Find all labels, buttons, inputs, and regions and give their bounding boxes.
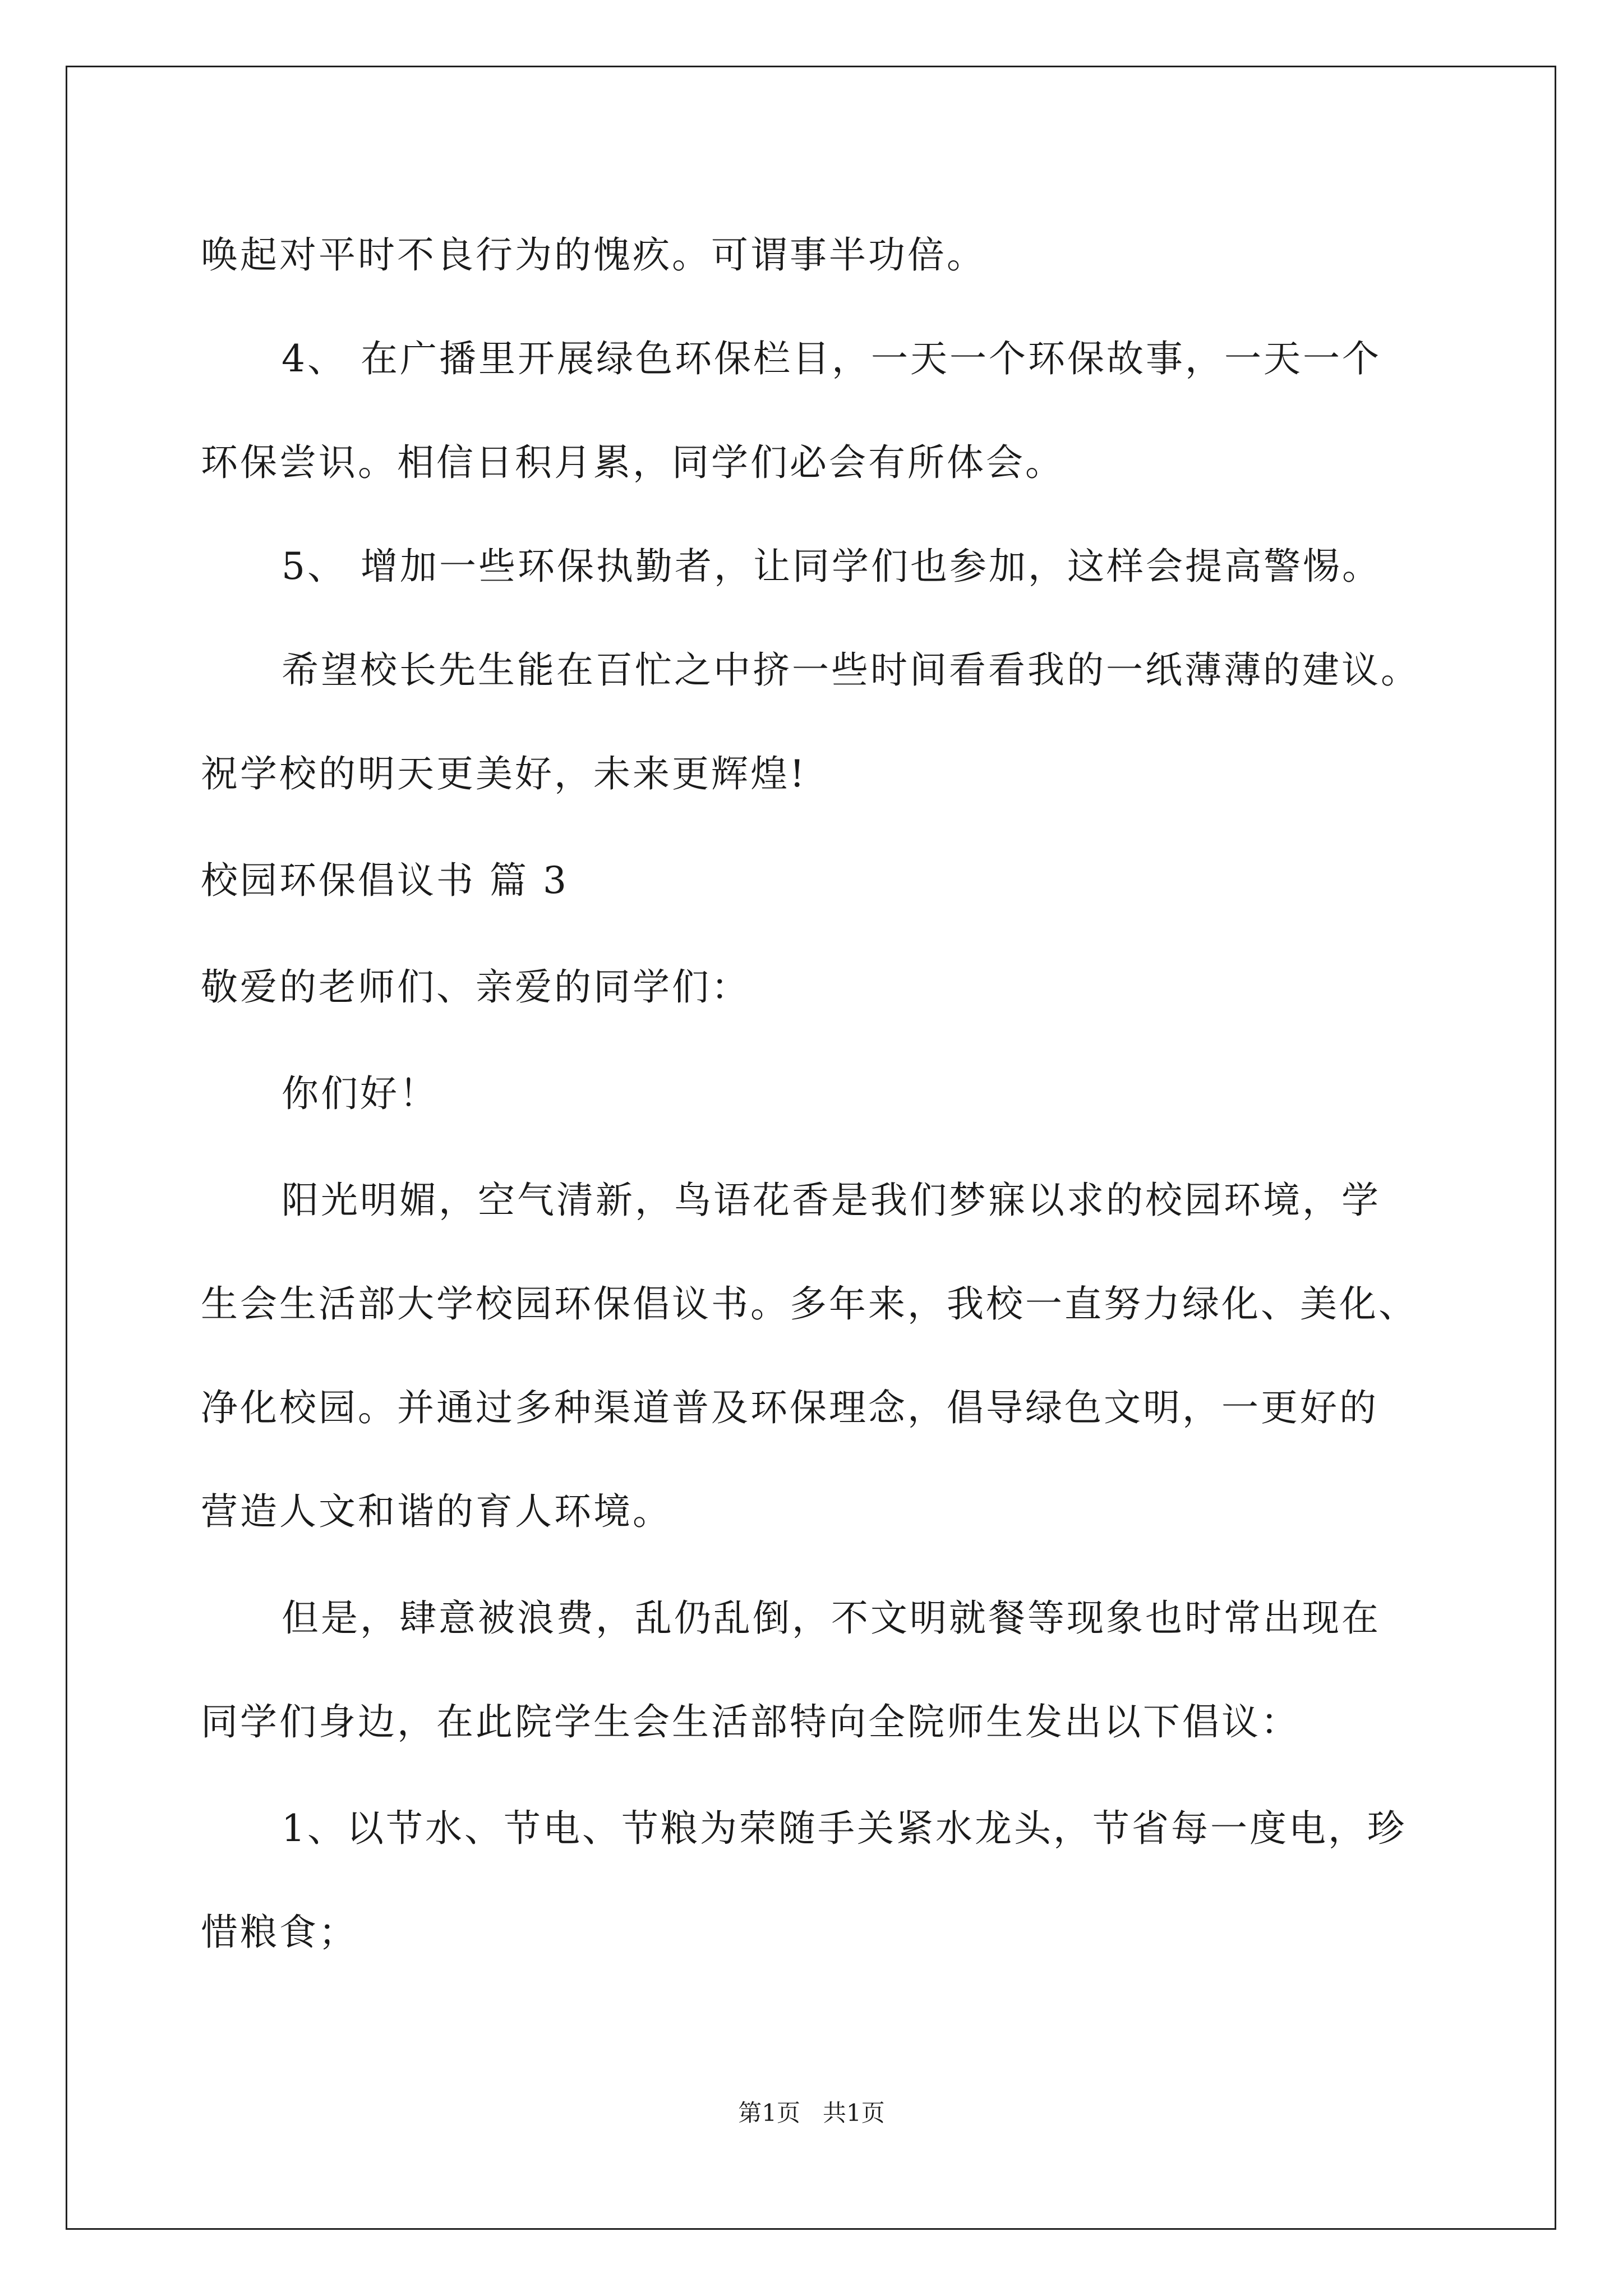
text-line-1: 唤起对平时不良行为的愧疚。可谓事半功倍。 <box>201 233 986 277</box>
salutation: 敬爱的老师们、亲爱的同学们： <box>201 965 750 1009</box>
text-line-3: 环保尝识。相信日积月累，同学们必会有所体会。 <box>201 441 1064 484</box>
page-footer: 第1页 共1页 <box>738 2099 885 2127</box>
text-line-12: 净化校园。并通过多种渠道普及环保理念，倡导绿色文明，一更好的 <box>201 1386 1378 1429</box>
text-line-4: 5、 增加一些环保执勤者，让同学们也参加，这样会提高警惕。 <box>282 545 1381 588</box>
text-line-14: 但是，肆意被浪费，乱仍乱倒，不文明就餐等现象也时常出现在 <box>282 1596 1381 1640</box>
text-line-16: 1、以节水、节电、节粮为荣随手关紧水龙头，节省每一度电，珍 <box>282 1807 1407 1850</box>
page-border <box>66 66 1556 2230</box>
text-line-10: 阳光明媚，空气清新，鸟语花香是我们梦寐以求的校园环境，学 <box>282 1179 1381 1222</box>
greeting: 你们好！ <box>282 1072 439 1115</box>
text-line-2: 4、 在广播里开展绿色环保栏目，一天一个环保故事，一天一个 <box>282 337 1381 380</box>
text-line-13: 营造人文和谐的育人环境。 <box>201 1490 672 1533</box>
text-line-5: 希望校长先生能在百忙之中挤一些时间看看我的一纸薄薄的建议。 <box>282 648 1420 692</box>
text-line-15: 同学们身边，在此院学生会生活部特向全院师生发出以下倡议： <box>201 1700 1300 1743</box>
text-line-11: 生会生活部大学校园环保倡议书。多年来，我校一直努力绿化、美化、 <box>201 1282 1418 1326</box>
text-line-17: 惜粮食； <box>201 1911 358 1954</box>
section-heading: 校园环保倡议书 篇 3 <box>201 859 569 902</box>
text-line-6: 祝学校的明天更美好，未来更辉煌! <box>201 752 807 795</box>
